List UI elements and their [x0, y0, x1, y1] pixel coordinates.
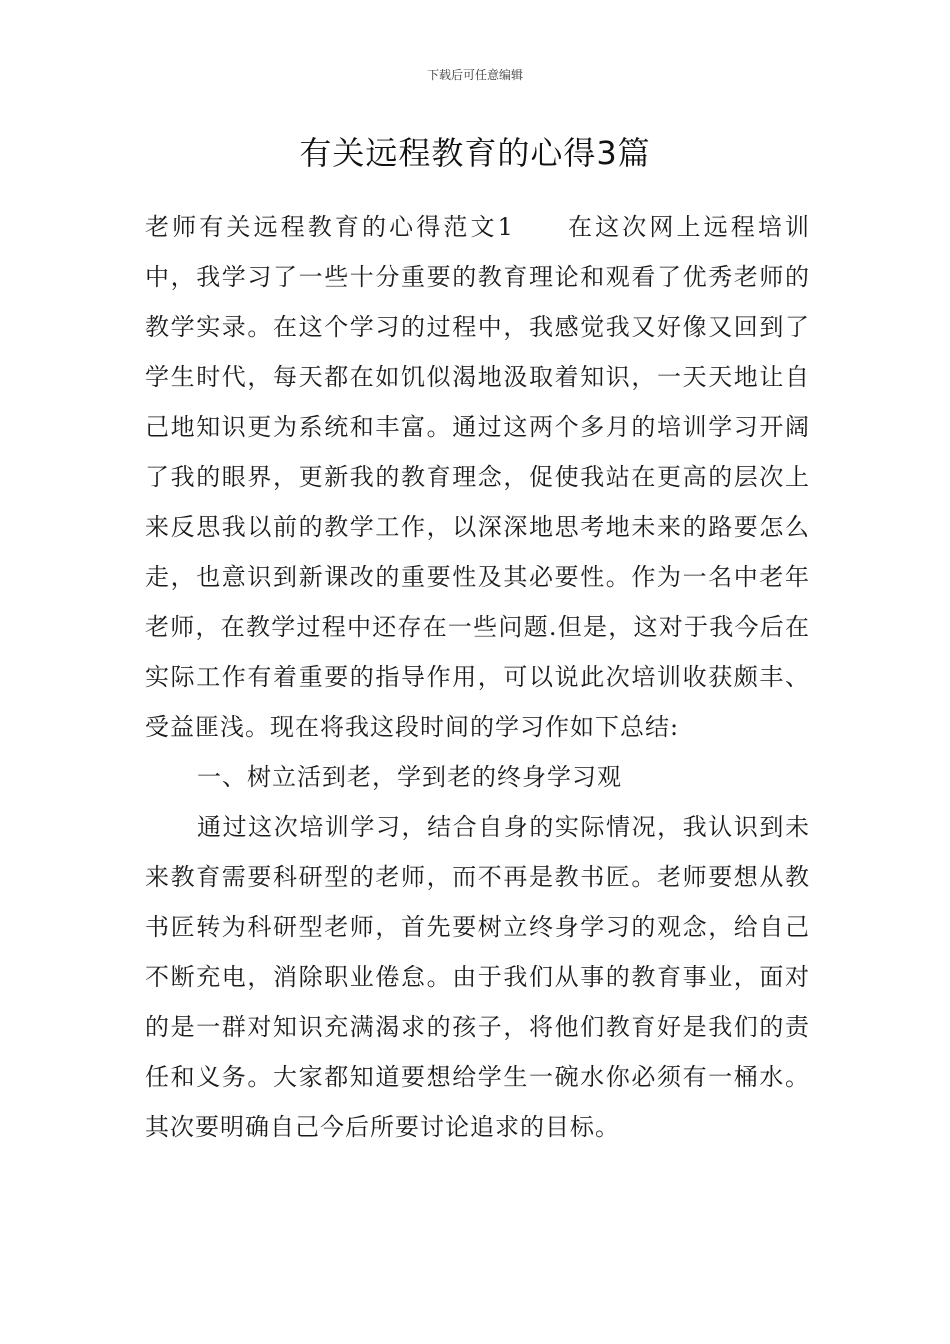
body-paragraph: 通过这次培训学习，结合自身的实际情况，我认识到未来教育需要科研型的老师，而不再是教书匠。老师要想从教书匠转为科研型老师，首先要树立终身学习的观念，给自己不断充电，消除职业倦怠。由于我们从事的教育事业，面对的是一群对知识充满渴求的孩子，将他们教育好是我们的责任和义务。大家都知道要想给学生一碗水你必须有一桶水。其次要明确自己今后所要讨论追求的目标。: [145, 813, 810, 1141]
intro-paragraph: [145, 202, 810, 752]
section-heading: 一、树立活到老，学到老的终身学习观: [197, 763, 622, 791]
section-label: 老师有关远程教育的心得范文1: [145, 213, 514, 241]
header-note: 下载后可任意编辑: [426, 68, 523, 82]
document-title: 有关远程教育的心得3篇: [299, 134, 651, 172]
paragraph-text: 在这次网上远程培训中，我学习了一些十分重要的教育理论和观看了优秀老师的教学实录。在这个学习的过程中，我感觉我又好像又回到了学生时代，每天都在如饥似渴地汲取着知识，一天天地让自己地知识更为系统和丰富。通过这两个多月的培训学习开阔了我的眼界，更新我的教育理念，促使我站在更高的层次上来反思我以前的教学工作，以深深地思考地未来的路要怎么走，也意识到新课改的重要性及其必要性。作为一名中老年老师，在教学过程中还存在一些问题.但是，这对于我今后在实际工作有着重要的指导作用，可以说此次培训收获颇丰、受益匪浅。现在将我这段时间的学习作如下总结:: [145, 213, 810, 741]
document-body: [145, 202, 810, 1152]
